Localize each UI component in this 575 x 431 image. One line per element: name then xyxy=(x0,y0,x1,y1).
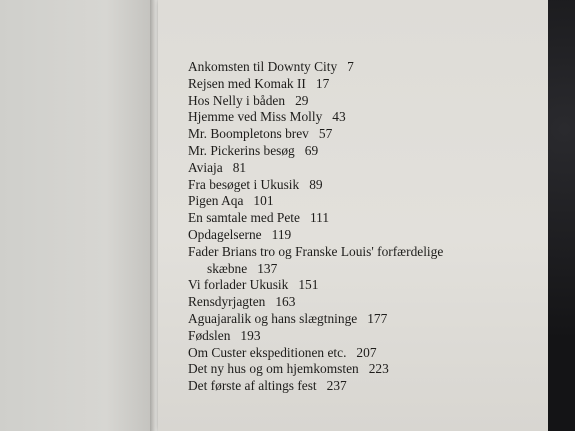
toc-page-number: 7 xyxy=(347,59,354,74)
toc-title: En samtale med Pete xyxy=(188,210,300,226)
toc-entry xyxy=(188,59,443,76)
toc-page-number: 237 xyxy=(326,378,347,394)
toc-entry xyxy=(188,177,443,194)
toc-title: Fødslen xyxy=(188,327,231,343)
toc-title: Rensdyrjagten xyxy=(188,294,266,310)
table-of-contents xyxy=(188,59,443,395)
toc-entry xyxy=(188,345,443,362)
toc-entry xyxy=(188,126,443,143)
toc-page-number: 119 xyxy=(271,226,292,242)
toc-title: Mr. Boompletons brev xyxy=(188,126,309,142)
toc-title: Pigen Aqa xyxy=(188,193,244,209)
toc-page-number: 177 xyxy=(367,310,388,326)
left-page xyxy=(0,0,152,431)
toc-entry xyxy=(188,76,443,93)
toc-title-cont: skæbne xyxy=(207,260,248,276)
toc-entry xyxy=(188,143,443,160)
toc-page-number: 69 xyxy=(304,142,319,158)
toc-title: Hjemme ved Miss Molly xyxy=(188,109,323,125)
toc-page-number: 223 xyxy=(368,361,389,377)
toc-page-number: 163 xyxy=(275,294,296,310)
toc-entry xyxy=(188,227,443,244)
toc-title: Det første af altings fest xyxy=(188,378,317,394)
toc-entry xyxy=(188,210,443,227)
toc-page-number: 207 xyxy=(356,344,377,360)
toc-title: Mr. Pickerins besøg xyxy=(188,142,295,158)
toc-page-number: 43 xyxy=(332,109,346,125)
toc-entry xyxy=(188,294,443,311)
toc-page-number: 111 xyxy=(309,210,330,226)
toc-entry xyxy=(188,193,443,210)
toc-entry xyxy=(188,109,443,126)
toc-title: Opdagelserne xyxy=(188,226,262,242)
toc-title: Aguajaralik og hans slægtninge xyxy=(188,310,358,326)
toc-title: Rejsen med Komak II xyxy=(188,75,306,91)
toc-title: Hos Nelly i båden xyxy=(188,92,286,108)
toc-title: Ankomsten til Downty City xyxy=(188,59,338,74)
toc-page-number: 89 xyxy=(309,176,323,192)
toc-entry xyxy=(188,361,443,378)
toc-page-number: 151 xyxy=(298,277,319,293)
toc-page-number: 137 xyxy=(257,260,278,276)
toc-title: Fader Brians tro og Franske Louis' forfærdelige xyxy=(188,243,444,259)
toc-page-number: 57 xyxy=(318,126,333,142)
toc-title: Vi forlader Ukusik xyxy=(188,277,289,293)
toc-title: Det ny hus og om hjemkomsten xyxy=(188,361,359,377)
toc-entry xyxy=(188,160,443,177)
toc-title: Om Custer ekspeditionen etc. xyxy=(188,344,347,360)
toc-entry xyxy=(188,328,443,345)
toc-entry xyxy=(188,378,443,395)
toc-page-number: 17 xyxy=(315,75,330,91)
toc-entry xyxy=(188,244,443,278)
toc-entry xyxy=(188,277,443,294)
toc-page-number: 29 xyxy=(295,92,309,108)
toc-title: Aviaja xyxy=(188,159,223,175)
toc-entry xyxy=(188,93,443,110)
background-surface xyxy=(548,0,575,431)
toc-page-number: 193 xyxy=(240,327,261,343)
toc-title: Fra besøget i Ukusik xyxy=(188,176,300,192)
toc-page-number: 101 xyxy=(253,193,274,209)
toc-title-continuation xyxy=(188,261,443,278)
toc-page-number: 81 xyxy=(232,159,247,175)
toc-entry xyxy=(188,311,443,328)
